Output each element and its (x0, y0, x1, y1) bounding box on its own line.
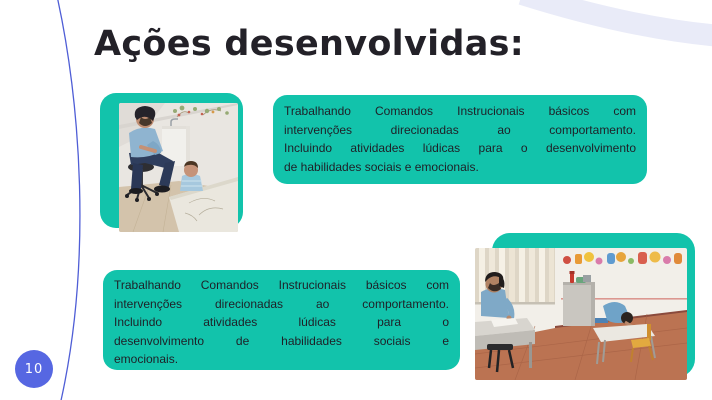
page-title: Ações desenvolvidas: (94, 24, 525, 64)
callout-line: de habilidades sociais e emocionais. (284, 159, 479, 174)
callout-line: Trabalhando Comandos Instrucionais básicos com (284, 104, 636, 118)
photo-man-and-child-at-desks (475, 248, 687, 380)
callout-line: Trabalhando Comandos Instrucionais básicos com (114, 278, 449, 292)
callout-line: intervenções direcionadas ao comportamento. (284, 122, 636, 137)
photo-man-with-child-session (119, 103, 238, 232)
decor-curve-line (57, 0, 80, 400)
callout-line: desenvolvimento de habilidades sociais e (114, 333, 449, 348)
callout-line: Incluindo atividades lúdicas para o desenvolvimento (284, 141, 636, 155)
page-number: 10 (24, 361, 44, 377)
callout-top (273, 95, 647, 184)
decor-arc-band (522, 0, 712, 36)
callout-bottom (103, 270, 460, 370)
callout-line: intervenções direcionadas ao comportamento. (114, 296, 449, 311)
callout-line: Incluindo atividades lúdicas para o (114, 315, 449, 329)
page-number-badge (15, 350, 53, 388)
callout-line: emocionais. (114, 352, 179, 366)
